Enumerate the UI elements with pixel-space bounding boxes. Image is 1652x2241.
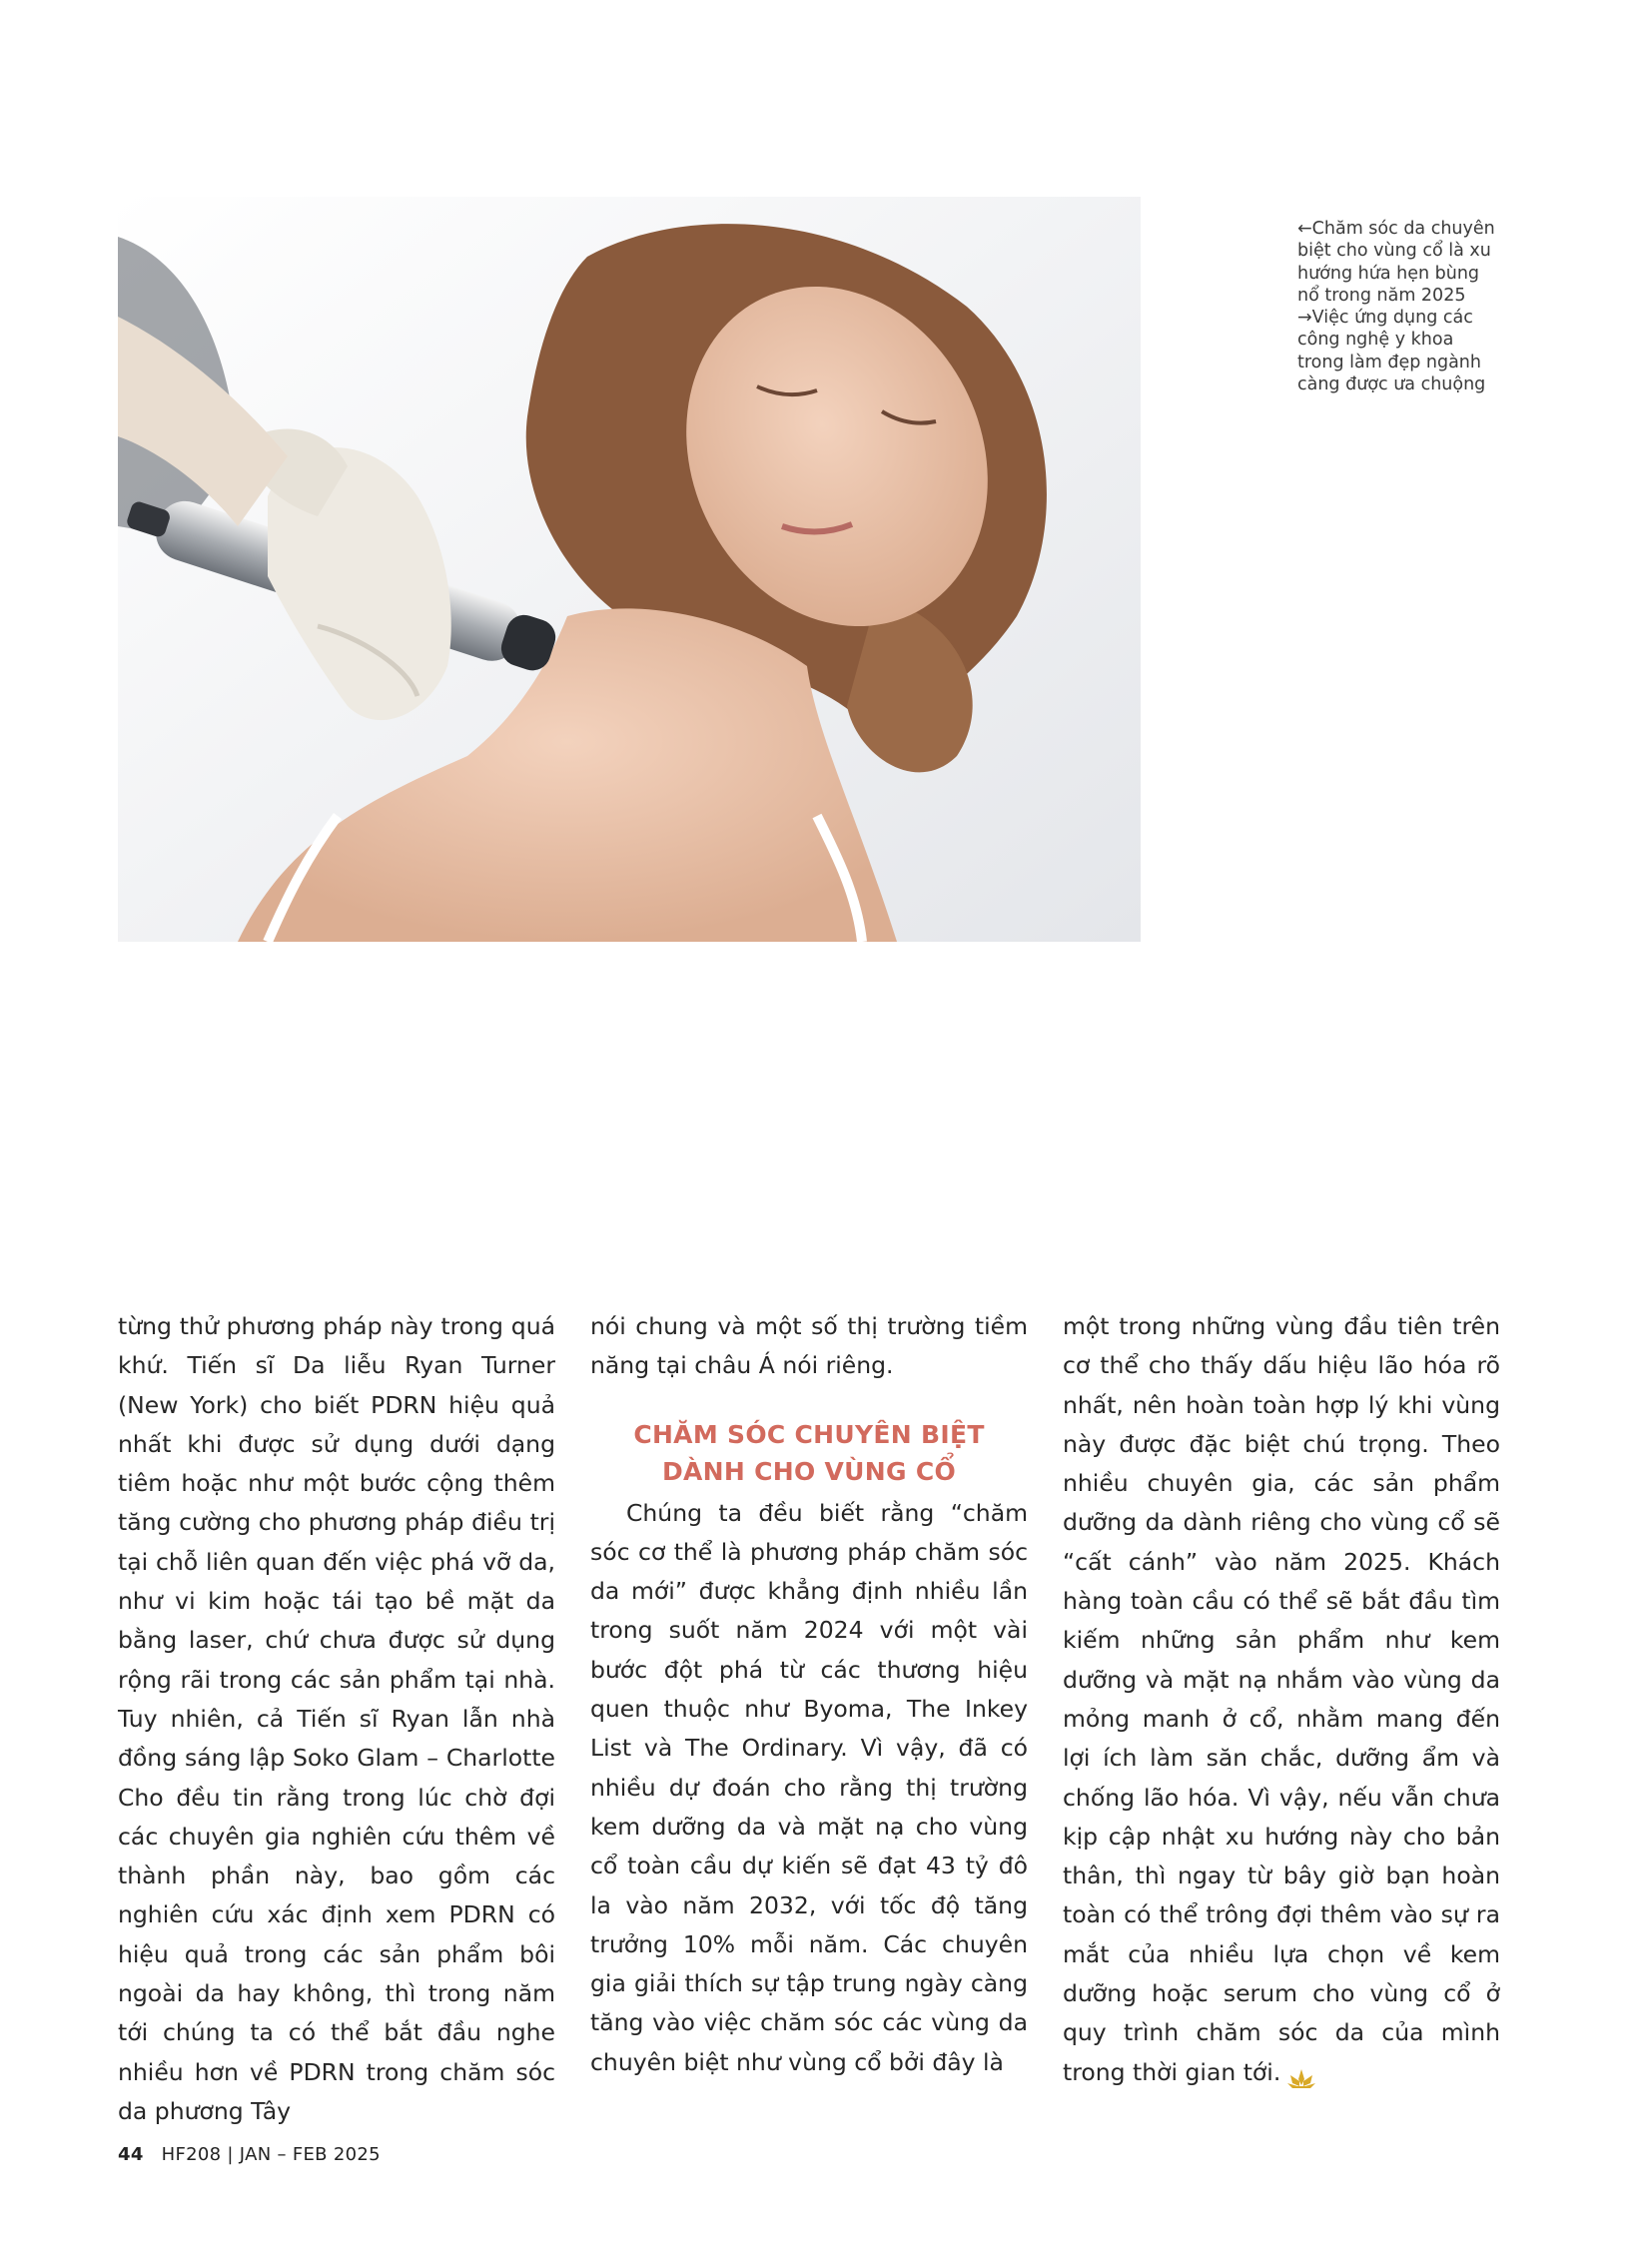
paragraph-with-end-mark: [1063, 1307, 1500, 2092]
section-heading-line-1: CHĂM SÓC CHUYÊN BIỆT: [633, 1419, 985, 1449]
article-column-3: [1063, 1307, 1500, 2092]
paragraph-text: một trong những vùng đầu tiên trên cơ thể cho thấy dấu hiệu lão hóa rõ nhất, nên hoàn toàn hợp lý khi vùng này được đặc biệt chú trọng. Theo nhiều chuyên gia, các sản phẩm dưỡng da dành riêng cho vùng cổ sẽ “cất cánh” vào năm 2025. Khách hàng toàn cầu có thể sẽ bắt đầu tìm kiếm những sản phẩm như kem dưỡng và mặt nạ nhắm vào vùng da mỏng manh ở cổ, nhằm mang đến lợi ích làm săn chắc, dưỡng ẩm và chống lão hóa. Vì vậy, nếu vẫn chưa kịp cập nhật xu hướng này cho bản thân, thì ngay từ bây giờ bạn hoàn toàn có thể trông đợi thêm vào sự ra mắt của nhiều lựa chọn về kem dưỡng hoặc serum cho vùng cổ ở quy trình chăm sóc da của mình trong thời gian tới.: [1063, 1312, 1500, 2086]
article-column-2: [590, 1307, 1028, 2082]
paragraph: nói chung và một số thị trường tiềm năng tại châu Á nói riêng.: [590, 1312, 1028, 1380]
paragraph: từng thử phương pháp này trong quá khứ. Tiến sĩ Da liễu Ryan Turner (New York) cho biết PDRN hiệu quả nhất khi được sử dụng dưới dạng tiêm hoặc như một bước cộng thêm tăng cường cho phương pháp điều trị tại chỗ liên quan đến việc phá vỡ da, như vi kim hoặc tái tạo bề mặt da bằng laser, chứ chưa được sử dụng rộng rãi trong các sản phẩm tại nhà. Tuy nhiên, cả Tiến sĩ Ryan lẫn nhà đồng sáng lập Soko Glam – Charlotte Cho đều tin rằng trong lúc chờ đợi các chuyên gia nghiên cứu thêm về thành phần này, bao gồm các nghiên cứu xác định xem PDRN có hiệu quả trong các sản phẩm bôi ngoài da hay không, thì trong năm tới chúng ta có thể bắt đầu nghe nhiều hơn về PDRN trong chăm sóc da phương Tây: [118, 1312, 555, 2125]
issue-label: HF208 | JAN – FEB 2025: [161, 2144, 381, 2165]
neck-treatment-illustration: [118, 197, 1141, 942]
page-footer: [118, 2144, 381, 2165]
section-heading: [590, 1416, 1028, 1490]
page-number: 44: [118, 2144, 144, 2165]
paragraph: Chúng ta đều biết rằng “chăm sóc cơ thể là phương pháp chăm sóc da mới” được khẳng định nhiều lần trong suốt năm 2024 với một vài bước đột phá từ các thương hiệu quen thuộc như Byoma, The Inkey List và The Ordinary. Vì vậy, đã có nhiều dự đoán cho rằng thị trường kem dưỡng da và mặt nạ cho vùng cổ toàn cầu dự kiến sẽ đạt 43 tỷ đô la vào năm 2032, với tốc độ tăng trưởng 10% mỗi năm. Các chuyên gia giải thích sự tập trung ngày càng tăng vào việc chăm sóc các vùng da chuyên biệt như vùng cổ bởi đây là: [590, 1498, 1028, 2076]
lotus-end-mark-icon: [1286, 2062, 1316, 2084]
photo-caption: [1297, 218, 1502, 395]
article-photo: [118, 197, 1141, 942]
article-column-1: [118, 1307, 555, 2131]
caption-line-left-arrow: ←Chăm sóc da chuyên biệt cho vùng cổ là xu hướng hứa hẹn bùng nổ trong năm 2025: [1297, 219, 1495, 306]
caption-line-right-arrow: →Việc ứng dụng các công nghệ y khoa trong làm đẹp ngành càng được ưa chuộng: [1297, 308, 1486, 395]
section-heading-line-2: DÀNH CHO VÙNG CỔ: [661, 1456, 957, 1486]
